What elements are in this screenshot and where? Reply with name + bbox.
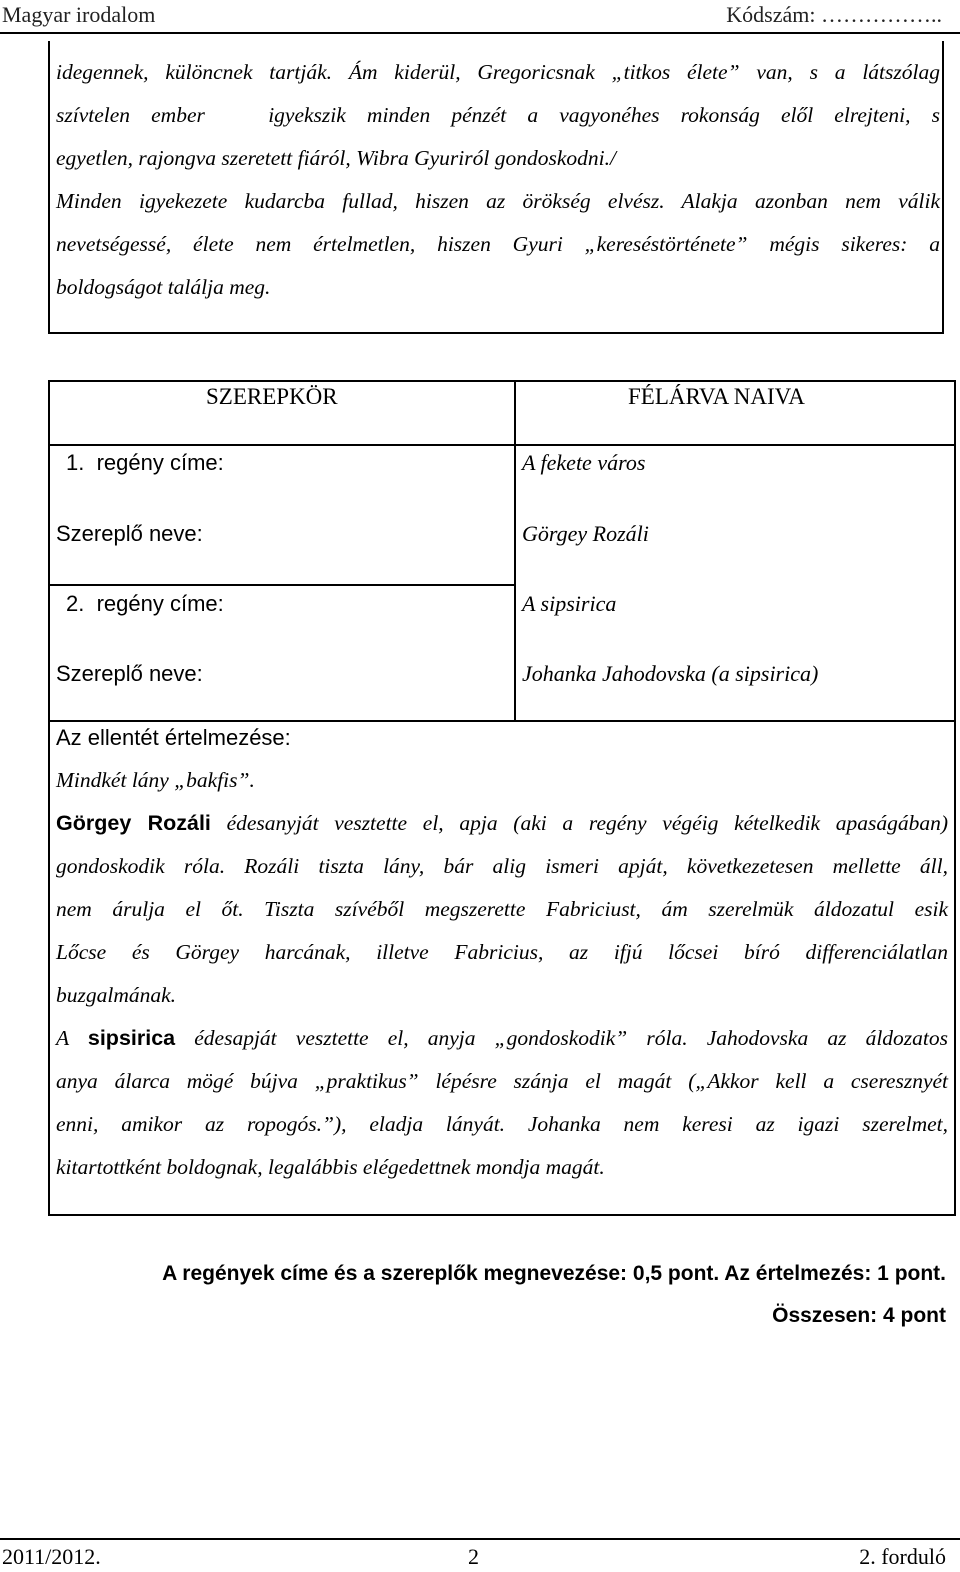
character1-name: Görgey Rozáli — [522, 521, 649, 546]
role-table-box — [48, 380, 956, 1216]
footer-divider — [0, 1538, 960, 1540]
rozali-paragraph-line: nem árulja el őt. Tiszta szívéből megszerette Fabriciust, ám szerelmük áldozatul esik — [56, 897, 948, 921]
box1-line: idegennek, különcnek tartják. Ám kiderül, Gregoricsnak „titkos élete” van, s a látszólag — [56, 60, 940, 84]
interpretation-line: Mindkét lány „bakfis”. — [56, 768, 255, 792]
box1-line: szívtelen ember igyekszik minden pénzét a vagyonéhes rokonság elől elrejteni, s — [56, 103, 940, 127]
answer-box-continued — [48, 41, 944, 334]
novel1-label: 1. regény címe: — [66, 450, 224, 475]
novel2-label: 2. regény címe: — [66, 591, 224, 616]
page-number: 2 — [468, 1544, 479, 1569]
rozali-paragraph-line: Lőcse és Görgey harcának, illetve Fabricius, az ifjú lőcsei bíró differenciálatlan — [56, 940, 948, 964]
table-header-divider — [50, 444, 954, 446]
round-label: 2. forduló — [859, 1544, 946, 1569]
table-column-divider — [514, 382, 516, 720]
table-header-type: FÉLÁRVA NAIVA — [628, 384, 805, 409]
box1-line: nevetségessé, élete nem értelmetlen, hiszen Gyuri „kereséstörténete” mégis sikeres: a — [56, 232, 940, 256]
character2-label: Szereplő neve: — [56, 661, 203, 686]
character1-label: Szereplő neve: — [56, 521, 203, 546]
rozali-paragraph-line: buzgalmának. — [56, 983, 177, 1007]
novel1-title: A fekete város — [522, 450, 646, 475]
interpretation-heading: Az ellentét értelmezése: — [56, 725, 291, 750]
table-row-divider — [50, 584, 514, 586]
subject-label: Magyar irodalom — [2, 2, 156, 27]
table-header-role: SZEREPKÖR — [206, 384, 338, 409]
sipsirica-paragraph-first-line: A sipsirica édesapját vesztette el, anyja „gondoskodik” róla. Jahodovska az áldozatos — [56, 1026, 948, 1050]
sipsirica-paragraph-line: kitartottként boldognak, legalábbis elégedettnek mondja magát. — [56, 1155, 605, 1179]
box1-line: boldogságot találja meg. — [56, 275, 271, 299]
table-bottom-divider — [50, 720, 954, 722]
code-label: Kódszám: …………….. — [726, 2, 942, 27]
header-divider — [0, 32, 960, 34]
school-year: 2011/2012. — [2, 1544, 101, 1569]
sipsirica-paragraph-line: anya álarca mögé bújva „praktikus” lépésre szánja el magát („Akkor kell a cseresznyét — [56, 1069, 948, 1093]
novel2-title: A sipsirica — [522, 591, 617, 616]
scoring-line: A regények címe és a szereplők megnevezése: 0,5 pont. Az értelmezés: 1 pont. — [162, 1262, 946, 1285]
box1-line: egyetlen, rajongva szeretett fiáról, Wibra Gyuriról gondoskodni./ — [56, 146, 616, 170]
box1-line: Minden igyekezete kudarcba fullad, hiszen az örökség elvész. Alakja azonban nem válik — [56, 189, 940, 213]
scoring-total: Összesen: 4 pont — [772, 1304, 946, 1327]
rozali-paragraph-first-line: Görgey Rozáli édesanyját vesztette el, apja (aki a regény végéig kételkedik apaságában) — [56, 811, 948, 835]
sipsirica-paragraph-line: enni, amikor az ropogós.”), eladja lányát. Johanka nem keresi az igazi szerelmet, — [56, 1112, 948, 1136]
character2-name: Johanka Jahodovska (a sipsirica) — [522, 661, 819, 686]
rozali-paragraph-line: gondoskodik róla. Rozáli tiszta lány, bár alig ismeri apját, következetesen mellette áll, — [56, 854, 948, 878]
